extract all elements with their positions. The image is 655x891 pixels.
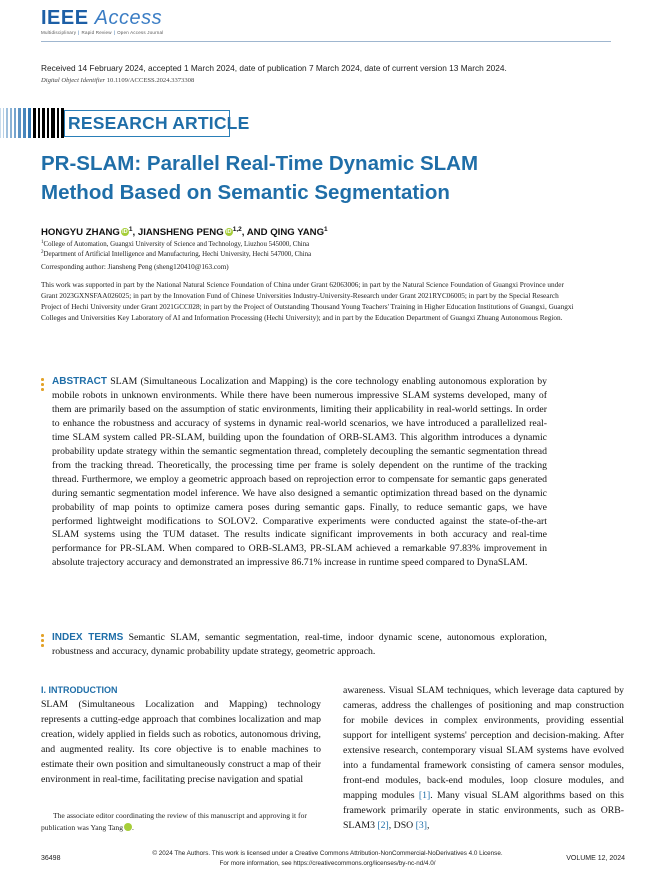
publication-dates: Received 14 February 2024, accepted 1 March 2024, date of publication 7 March 2024, date of current version 13 March 2024. [41,63,507,73]
author-name: HONGYU ZHANG [41,227,120,238]
corresponding-author: Corresponding author: Jiansheng Peng (sheng120410@163.com) [41,263,229,271]
tagline-item: Multidisciplinary [41,30,77,35]
abstract-block [52,375,547,570]
abstract-bullet-icon [41,378,45,391]
orcid-icon[interactable]: iD [225,229,232,235]
citation-link[interactable]: [3] [415,820,427,831]
intro-text: . Many visual SLAM algorithms based on this framework primarily operate in static environments, such as ORB-SLAM3 [343,790,624,831]
barcode-decoration [0,108,64,138]
intro-text: , [426,820,430,831]
article-type-label: RESEARCH ARTICLE [68,113,250,133]
abstract-text: SLAM (Simultaneous Localization and Mapping) is the core technology enabling autonomous exploration by mobile robots in unknown environments. While there have been numerous impressive SLAM systems developed, many of them are primarily based on the assumption of static environments, limiting their applicability in real-world settings. In order to enhance the robustness and accuracy of systems in dynamic real-world scenarios, we have introduced a parallelized real-time SLAM system called PR-SLAM, building upon the foundation of ORB-SLAM3. This algorithm introduces a dynamic probability update strategy within the semantic segmentation thread, completely decoupling the semantic segmentation thread from the tracking thread. Theoretically, the processing time per frame is solely dependent on the runtime of the tracking thread. Furthermore, we employ a geometric approach based on reprojection error to compensate for semantic gaps generated during semantic segmentation model inference. We have also designed a semantic optimization thread based on the dynamic probability of map points to optimize camera poses during semantic gaps. Finally, to reduce semantic gaps, we have performed lightweight modifications to SOLOV2. Comparative experiments were conducted against the state-of-the-art SLAM systems using the TUM dataset. The results indicate significant improvements in both accuracy and real-time performance for PR-SLAM. When compared to ORB-SLAM3, PR-SLAM achieved a remarkable 97.83% improvement in absolute trajectory accuracy and demonstrated an impressive 86.71% increase in runtime speed compared to DynaSLAM. [52,376,547,569]
section-heading-introduction: I. INTRODUCTION [41,685,118,695]
citation-link[interactable]: [2] [377,820,389,831]
author-name: JIANSHENG PENG [137,227,224,238]
license-notice [120,849,535,869]
journal-logo [41,7,162,30]
affiliation-2 [41,250,311,258]
intro-left-column: SLAM (Simultaneous Localization and Mapping) technology represents a cutting-edge approach that combines localization and map creation, widely applied in fields such as robotics, autonomous driving, and augmented reality. Its core objective is to enable machines to estimate their own position and simultaneously construct a map of their environment in real-time, facilitating precise navigation and spatial [41,699,321,785]
page-number: 36498 [41,855,61,862]
author-affil-sup: 1 [128,226,133,233]
affil-text: Department of Artificial Intelligence and Manufacturing, Hechi University, Hechi 547000, China [43,251,312,258]
index-terms-text: Semantic SLAM, semantic segmentation, real-time, indoor dynamic scene, autonomous exploration, robustness and accuracy, dynamic probability update strategy, geometric approach. [52,632,547,657]
author-affil-sup: 1,2 [232,226,242,233]
citation-link[interactable]: [1] [418,790,431,801]
abstract-label: ABSTRACT [52,376,107,387]
tagline-item: Open Access Journal [117,30,164,35]
orcid-icon[interactable]: iD [122,229,128,235]
author-name: QING YANG [270,227,325,238]
license-line-1: © 2024 The Authors. This work is licensed under a Creative Commons Attribution-NonCommercial-NoDerivatives 4.0 License. [152,850,503,857]
editor-footnote: The associate editor coordinating the review of this manuscript and approving it for publication was Yang Tang iD. [41,811,307,832]
author-list [41,226,328,238]
title-line-1: PR-SLAM: Parallel Real-Time Dynamic SLAM [41,152,479,175]
affil-text: College of Automation, Guangxi University of Science and Technology, Liuzhou 545000, China [43,241,310,248]
affiliation-1 [41,240,309,248]
volume-label: VOLUME 12, 2024 [566,855,625,862]
header-divider [41,41,611,42]
author-separator: , AND [241,227,271,238]
license-line-2[interactable]: For more information, see https://creativecommons.org/licenses/by-nc-nd/4.0/ [219,860,436,867]
index-terms-bullet-icon [41,634,45,647]
tagline-item: Rapid Review [81,30,112,35]
logo-tagline: Multidisciplinary | Rapid Review | Open Access Journal [41,30,164,35]
author-affil-sup: 1 [324,226,328,233]
funding-statement: This work was supported in part by the National Natural Science Foundation of China under Grant 62063006; in part by the Natural Science Foundation of Guangxi Province under Grant 2023GXNSFAA026025; in part by the Innovation Fund of Chinese Universities Industry-University-Research under Grant 2021RYC06005; in part by the Special Research Project of Hechi University under Grant 2021GCC028; in part by the Project of Outstanding Thousand Young Teachers' Training in Higher Education Institutions of Guangxi, Guangxi Colleges and Universities Key Laboratory of AI and Information Processing (Hechi University); and in part by the Education Department of Guangxi Zhuang Autonomous Region. [41,281,574,322]
logo-ieee-text: IEEE [41,7,89,29]
doi-label: Digital Object Identifier [41,77,106,84]
paper-title [41,149,601,207]
intro-right-column [343,683,624,833]
author-separator: , [132,227,138,238]
intro-text: awareness. Visual SLAM techniques, which leverage data captured by cameras, address the challenges of positioning and map construction for mobile devices in complex environments, providing essential support for intelligent systems' perception and decision-making. After extensive research, contemporary visual SLAM systems have evolved into a fundamental framework consisting of camera sensor modules, front-end modules, back-end modules, loop closure modules, and mapping modules [343,685,624,801]
affil-sup: 2 [41,250,44,255]
affil-sup: 1 [41,240,44,245]
editor-note-text: The associate editor coordinating the review of this manuscript and approving it for publication was Yang Tang [41,811,307,832]
orcid-icon[interactable]: iD [124,823,132,831]
title-line-2: Method Based on Semantic Segmentation [41,181,450,204]
doi-line [41,77,194,84]
index-terms-label: INDEX TERMS [52,632,124,643]
index-terms-block [52,631,547,659]
intro-text: , DSO [388,820,416,831]
logo-access-text: Access [94,7,163,29]
doi-value[interactable]: 10.1109/ACCESS.2024.3373308 [106,77,195,84]
